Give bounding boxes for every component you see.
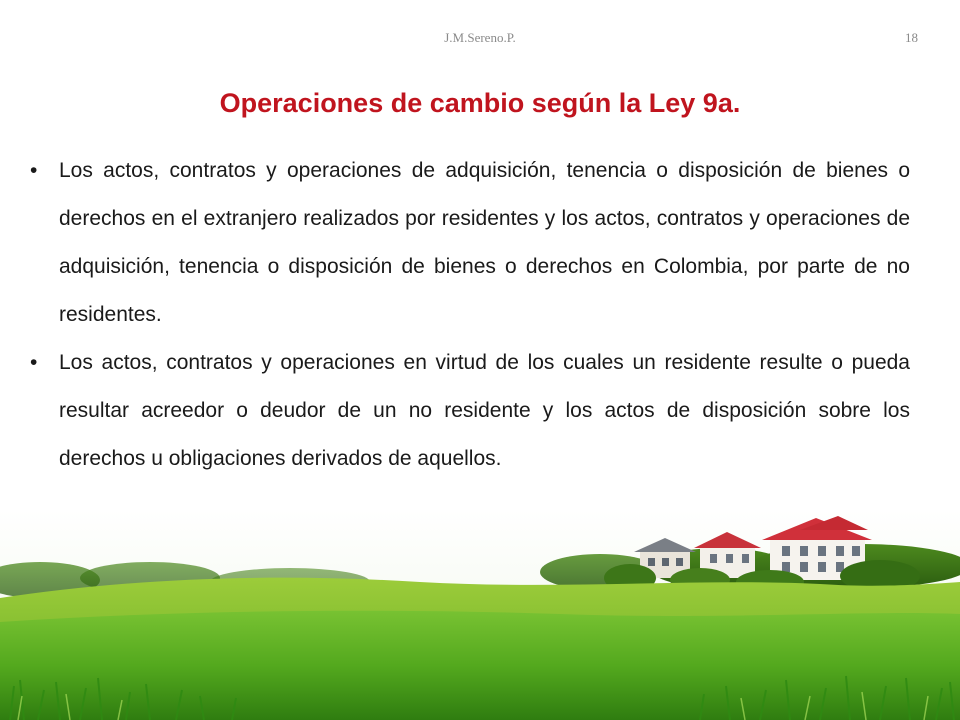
bullet-item (30, 339, 910, 483)
bullet-list (30, 147, 910, 483)
bullet-text: Los actos, contratos y operaciones en virtud de los cuales un residente resulte o pueda resultar acreedor o deudor de un no residente y los actos de disposición sobre los derechos u obligaciones derivados de aquellos. (59, 351, 910, 470)
page-number: 18 (905, 30, 918, 45)
meadow (0, 611, 960, 720)
bullet-item (30, 147, 910, 339)
header-author: J.M.Sereno.P. (444, 30, 516, 45)
bullet-text: Los actos, contratos y operaciones de adquisición, tenencia o disposición de bienes o derechos en el extranjero realizados por residentes y los actos, contratos y operaciones de adquisición, tenencia o disposición de bienes o derechos en Colombia, por parte de no residentes. (59, 159, 910, 326)
slide-title: Operaciones de cambio según la Ley 9a. (219, 88, 741, 118)
bullet-icon: • (30, 159, 38, 182)
bullet-icon: • (30, 351, 38, 374)
landscape-image (0, 510, 960, 720)
